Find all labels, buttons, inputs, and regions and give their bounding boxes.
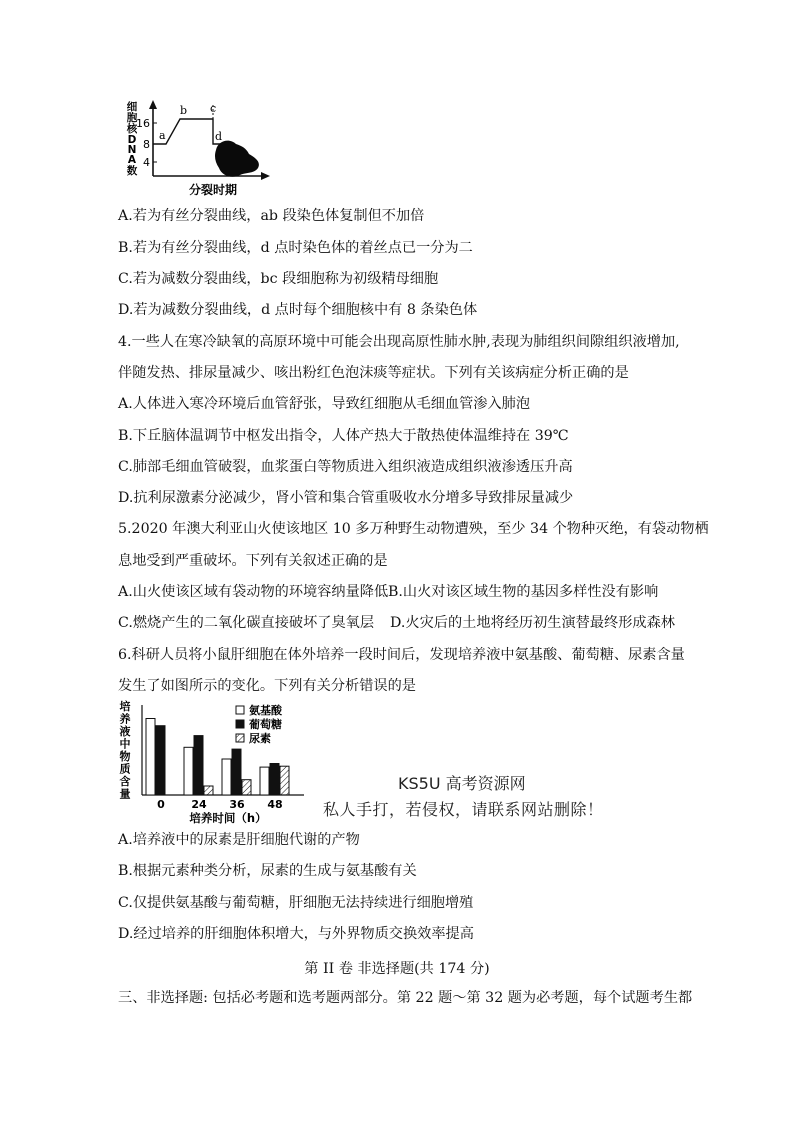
y-label-char: 质 — [119, 762, 131, 776]
point-label-d: d — [215, 130, 223, 143]
y-label-char: 数 — [126, 165, 138, 177]
q6-option-a: A.培养液中的尿素是肝细胞代谢的产物 — [118, 832, 360, 848]
q5-stem-line1: 5.2020 年澳大利亚山火使该地区 10 多万种野生动物遭殃，至少 34 个物种灭绝，有袋动物栖 — [118, 521, 709, 537]
legend-swatch — [236, 720, 244, 728]
watermark-line2: 私人手打，若侵权，请联系网站删除！ — [323, 800, 604, 819]
y-tick-4: 4 — [143, 156, 150, 169]
q3-option-b: B.若为有丝分裂曲线，d 点时染色体的着丝点已一分为二 — [118, 240, 473, 256]
q4-stem-line1: 4.一些人在寒冷缺氧的高原环境中可能会出现高原性肺水肿,表现为肺组织间隙组织液增加, — [118, 334, 680, 350]
dna-content-figure — [118, 96, 278, 200]
legend-swatch — [236, 706, 244, 714]
legend-label: 尿素 — [249, 732, 271, 745]
y-label-char: 量 — [119, 787, 131, 801]
q5-option-b: B.山火对该区域生物的基因多样性没有影响 — [388, 584, 659, 600]
legend-label: 葡萄糖 — [249, 718, 282, 731]
q6-option-b: B.根据元素种类分析，尿素的生成与氨基酸有关 — [118, 863, 417, 879]
y-label-char: 中 — [119, 737, 131, 751]
chart-legend — [236, 703, 283, 745]
q3-option-d: D.若为减数分裂曲线，d 点时每个细胞核中有 8 条染色体 — [118, 302, 478, 318]
x-tick-label: 48 — [267, 798, 283, 811]
q3-option-c: C.若为减数分裂曲线，bc 段细胞称为初级精母细胞 — [118, 271, 439, 287]
point-label-c: c — [210, 102, 217, 115]
legend-swatch — [236, 734, 244, 742]
figure1-x-arrow — [261, 172, 270, 180]
y-label-char: 培 — [119, 700, 131, 713]
culture-bar-chart — [118, 697, 308, 827]
y-label-char: 核 — [126, 123, 138, 135]
chart-x-ticks — [157, 798, 282, 811]
y-label-char: 胞 — [126, 112, 138, 124]
y-label-char: 液 — [119, 725, 131, 738]
bar-amino-acid — [260, 767, 269, 795]
point-label-b: b — [180, 104, 188, 117]
q4-option-a: A.人体进入寒冷环境后血管舒张，导致红细胞从毛细血管渗入肺泡 — [118, 396, 531, 412]
y-tick-8: 8 — [143, 138, 150, 151]
y-tick-16: 16 — [136, 117, 150, 130]
bar-amino-acid — [146, 719, 155, 796]
q3-option-a: A.若为有丝分裂曲线，ab 段染色体复制但不加倍 — [118, 208, 425, 224]
bar-glucose — [270, 764, 279, 796]
legend-label: 氨基酸 — [249, 704, 282, 717]
bar-amino-acid — [184, 747, 193, 795]
q4-option-c: C.肺部毛细血管破裂，血浆蛋白等物质进入组织液造成组织液渗透压升高 — [118, 459, 573, 475]
x-tick-label: 0 — [157, 798, 165, 811]
q4-stem-line2: 伴随发热、排尿量减少、咳出粉红色泡沫痰等症状。下列有关该病症分析正确的是 — [118, 365, 629, 381]
bar-glucose — [232, 749, 241, 795]
bar-urea — [204, 786, 213, 795]
section-title: 第 II 卷 非选择题(共 174 分) — [304, 961, 490, 977]
q5-option-a: A.山火使该区域有袋动物的环境容纳量降低 — [118, 584, 389, 600]
chart-x-label: 培养时间（h） — [189, 811, 267, 825]
q6-option-d: D.经过培养的肝细胞体积增大，与外界物质交换效率提高 — [118, 926, 474, 942]
y-label-char: 含 — [119, 775, 131, 788]
q6-stem-line2: 发生了如图所示的变化。下列有关分析错误的是 — [118, 678, 416, 694]
q5-option-d: D.火灾后的土地将经历初生演替最终形成森林 — [390, 615, 675, 631]
bar-glucose — [194, 736, 203, 795]
y-label-char: D — [127, 134, 137, 146]
y-label-char: N — [127, 144, 137, 156]
x-tick-label: 24 — [191, 798, 207, 811]
watermark-line1: KS5U 高考资源网 — [398, 774, 526, 793]
q6-option-c: C.仅提供氨基酸与葡萄糖，肝细胞无法持续进行细胞增殖 — [118, 895, 474, 911]
q5-stem-line2: 息地受到严重破坏。下列有关叙述正确的是 — [118, 553, 388, 569]
bar-amino-acid — [222, 759, 231, 795]
q6-stem-line1: 6.科研人员将小鼠肝细胞在体外培养一段时间后，发现培养液中氨基酸、葡萄糖、尿素含量 — [118, 647, 685, 663]
figure1-y-arrow — [149, 100, 157, 109]
point-label-a: a — [159, 129, 166, 142]
y-label-char: 物 — [119, 750, 131, 763]
bar-urea — [242, 780, 251, 795]
figure1-x-label: 分裂时期 — [188, 183, 238, 197]
chart-y-label — [120, 699, 131, 801]
q4-option-b: B.下丘脑体温调节中枢发出指令，人体产热大于散热使体温维持在 39℃ — [118, 428, 569, 444]
bar-glucose — [156, 726, 165, 795]
q4-option-d: D.抗利尿激素分泌减少，肾小管和集合管重吸收水分增多导致排尿量减少 — [118, 490, 574, 506]
x-tick-label: 36 — [229, 798, 245, 811]
ink-blot — [215, 141, 259, 177]
y-label-char: 细 — [126, 101, 138, 113]
y-label-char: 养 — [119, 712, 131, 726]
y-label-char: A — [127, 154, 137, 166]
bar-urea — [280, 766, 289, 795]
section-intro: 三、非选择题: 包括必考题和选考题两部分。第 22 题～第 32 题为必考题，每个试题考生都 — [118, 990, 693, 1006]
q5-option-c: C.燃烧产生的二氧化碳直接破坏了臭氧层 — [118, 615, 375, 631]
figure1-y-label — [126, 100, 138, 177]
